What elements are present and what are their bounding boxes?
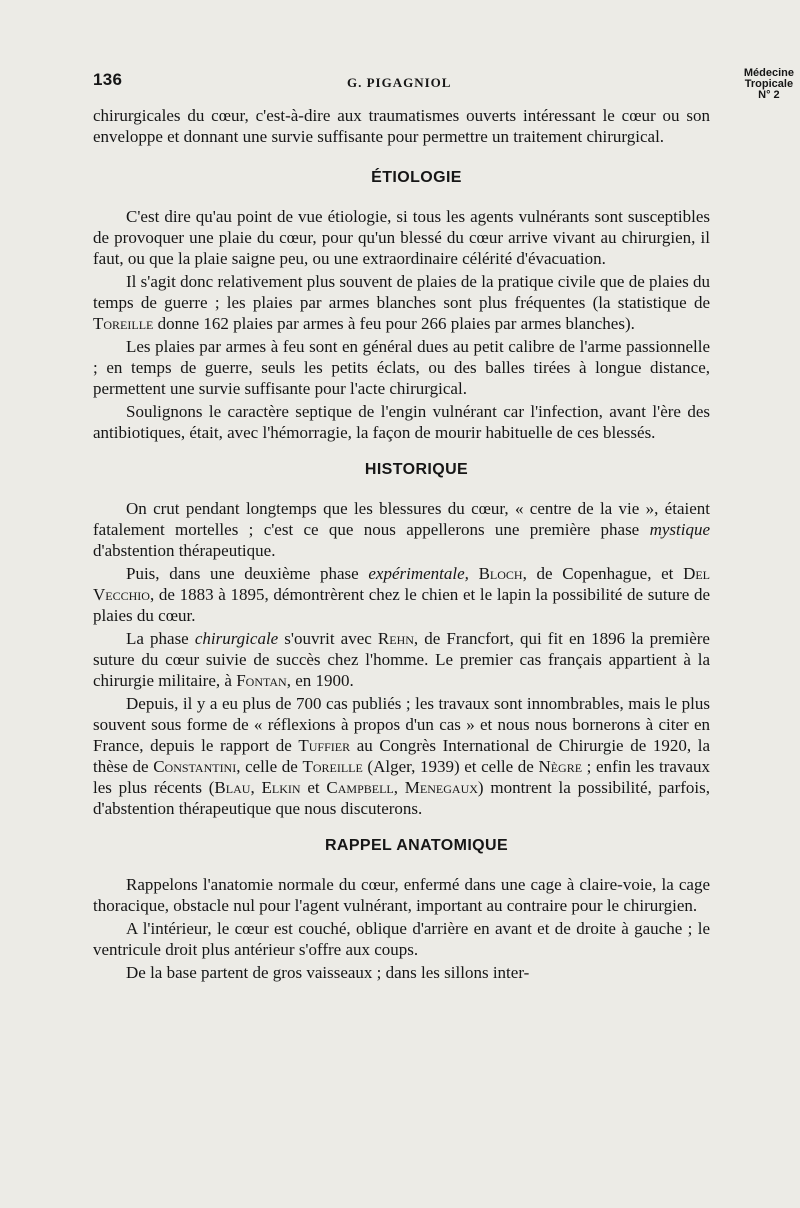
page-number: 136 xyxy=(93,70,123,89)
text-run: , de 1883 à 1895, démontrèrent chez le chien et le lapin la possibilité de suture de plaies du cœur. xyxy=(93,585,710,625)
journal-label xyxy=(744,68,794,101)
historique-paragraph-2 xyxy=(93,563,710,626)
author-name: Campbell xyxy=(326,778,394,797)
text-run: , xyxy=(393,778,405,797)
text-run: , en 1900. xyxy=(286,671,354,690)
heading-rappel-anatomique: RAPPEL ANATOMIQUE xyxy=(324,837,509,854)
author-name: Fontan xyxy=(236,671,287,690)
author-name: Nègre xyxy=(538,757,583,776)
text-run: d'abstention thérapeutique. xyxy=(93,541,276,560)
text-run: donne 162 plaies par armes à feu pour 266 plaies par armes blanches). xyxy=(153,314,635,333)
emphasis: mystique xyxy=(649,520,710,539)
author-name: Blau xyxy=(214,778,251,797)
text-run: ; enfin les travaux les plus récents ( xyxy=(93,757,710,797)
text-run: , de Copenhague, et xyxy=(522,564,684,583)
text-run: Depuis, il y a eu plus de 700 cas publiés ; les travaux sont innombrables, mais le plus souvent sous forme de « réflexions à propos d'un cas » et nous nous bornerons à citer en France, depuis le rapport de xyxy=(93,694,710,755)
etiologie-paragraph-2 xyxy=(93,271,710,334)
author-name: Bloch xyxy=(478,564,523,583)
author-name: Tuffier xyxy=(298,736,351,755)
heading-etiologie: ÉTIOLOGIE xyxy=(371,169,462,186)
intro-paragraph: chirurgicales du cœur, c'est-à-dire aux traumatismes ouverts intéressant le cœur ou son enveloppe et donnant une survie suffisante pour permettre un traitement chirurgical. xyxy=(93,106,710,146)
etiologie-paragraph-1: C'est dire qu'au point de vue étiologie, si tous les agents vulnérants sont susceptibles de provoquer une plaie du cœur, pour qu'un blessé du cœur arrive vivant au chirurgien, il faut, ou que la plaie saigne peu, ou une extraordinaire célérité d'évacuation. xyxy=(93,207,710,268)
text-run: , de Francfort, qui fit en 1896 la première suture du cœur suivie de succès chez l'homme. Le premier cas français appartient à la chirurgie militaire, à xyxy=(93,629,710,690)
text-run: La phase xyxy=(126,629,195,648)
text-run: Il s'agit donc relativement plus souvent de plaies de la pratique civile que de plaies du temps de guerre ; les plaies par armes blanches sont plus fréquentes (la statistique de xyxy=(93,272,710,312)
text-run: (Alger, 1939) et celle de xyxy=(362,757,539,776)
journal-label-line-3: N° 2 xyxy=(758,89,780,101)
author-name: Toreille xyxy=(302,757,363,776)
journal-label-line-1: Médecine xyxy=(743,67,794,79)
page-header xyxy=(93,67,800,101)
author-name: Constantini xyxy=(153,757,237,776)
etiologie-paragraph-4: Soulignons le caractère septique de l'engin vulnérant car l'infection, avant l'ère des antibiotiques, était, avec l'hémorragie, la façon de mourir habituelle de ces blessés. xyxy=(93,402,710,442)
author-name: Elkin xyxy=(261,778,301,797)
emphasis: expérimentale, xyxy=(368,564,469,583)
text-run: On crut pendant longtemps que les blessures du cœur, « centre de la vie », étaient fatalement mortelles ; c'est ce que nous appellerons une première phase xyxy=(93,499,710,539)
historique-paragraph-4 xyxy=(93,693,710,819)
author-name: Toreille xyxy=(93,314,154,333)
historique-paragraph-3 xyxy=(93,628,710,691)
journal-label-line-2: Tropicale xyxy=(744,78,794,90)
rappel-paragraph-3: De la base partent de gros vaisseaux ; dans les sillons inter- xyxy=(126,963,530,982)
author-name: Rehn xyxy=(377,629,414,648)
text-run: ) montrent la possibilité, parfois, d'abstention thérapeutique que nous discuterons. xyxy=(93,778,710,818)
heading-historique: HISTORIQUE xyxy=(364,461,469,478)
author-name: Del Vecchio xyxy=(93,564,710,604)
text-run: , xyxy=(250,778,262,797)
text-run: , celle de xyxy=(236,757,303,776)
author-name: Menegaux xyxy=(404,778,478,797)
running-head-author: G. PIGAGNIOL xyxy=(347,75,452,90)
historique-paragraph-1 xyxy=(93,498,710,561)
text-run: au Congrès International de Chirurgie de 1920, la thèse de xyxy=(93,736,711,776)
text-run: Puis, dans une deuxième phase xyxy=(126,564,369,583)
main-text xyxy=(93,105,710,983)
rappel-paragraph-1: Rappelons l'anatomie normale du cœur, enfermé dans une cage à claire-voie, la cage thoracique, obstacle nul pour l'agent vulnérant, important au contraire pour le chirurgien. xyxy=(93,875,710,915)
text-run: et xyxy=(300,778,327,797)
rappel-paragraph-2: A l'intérieur, le cœur est couché, oblique d'arrière en avant et de droite à gauche ; le ventricule droit plus antérieur s'offre aux coups. xyxy=(93,919,710,959)
etiologie-paragraph-3: Les plaies par armes à feu sont en général dues au petit calibre de l'arme passionnelle ; en temps de guerre, seuls les petits éclats, ou des balles tirées à longue distance, permettent une survie suffisante pour l'acte chirurgical. xyxy=(93,337,710,398)
emphasis: chirurgicale xyxy=(194,629,279,648)
text-run: s'ouvrit avec xyxy=(278,629,378,648)
